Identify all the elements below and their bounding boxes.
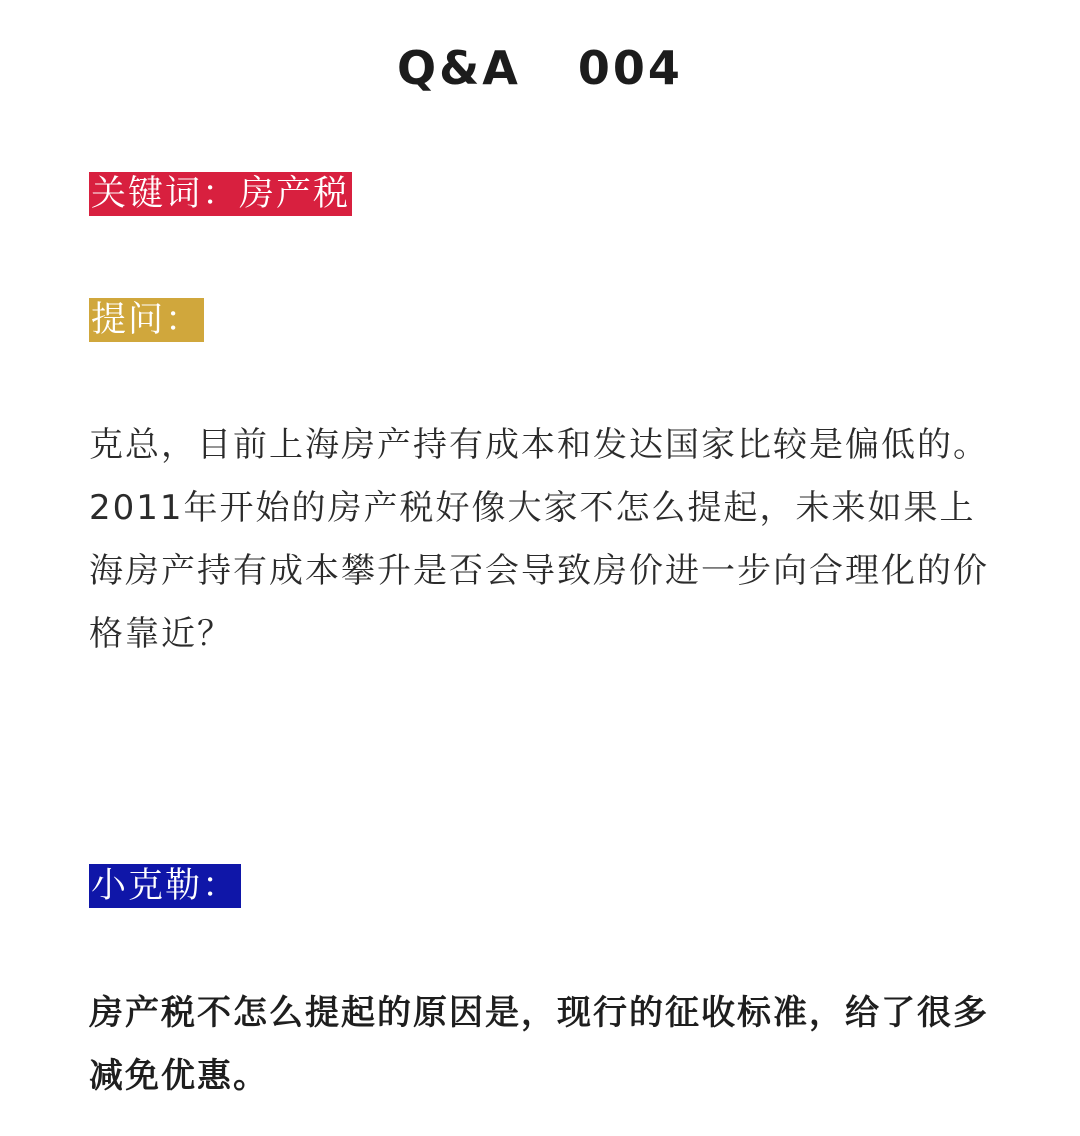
answer-text: 房产税不怎么提起的原因是，现行的征收标准，给了很多减免优惠。 [89, 993, 989, 1096]
page-title: Q&A 004 [397, 41, 683, 95]
question-text: 克总，目前上海房产持有成本和发达国家比较是偏低的。2011年开始的房产税好像大家不怎么提起，未来如果上海房产持有成本攀升是否会导致房价进一步向合理化的价格靠近？ [89, 425, 989, 654]
keyword-tag: 关键词：房产税 [91, 174, 351, 214]
question-tag: 提问： [91, 300, 203, 340]
answer-tag: 小克勒： [91, 866, 240, 906]
